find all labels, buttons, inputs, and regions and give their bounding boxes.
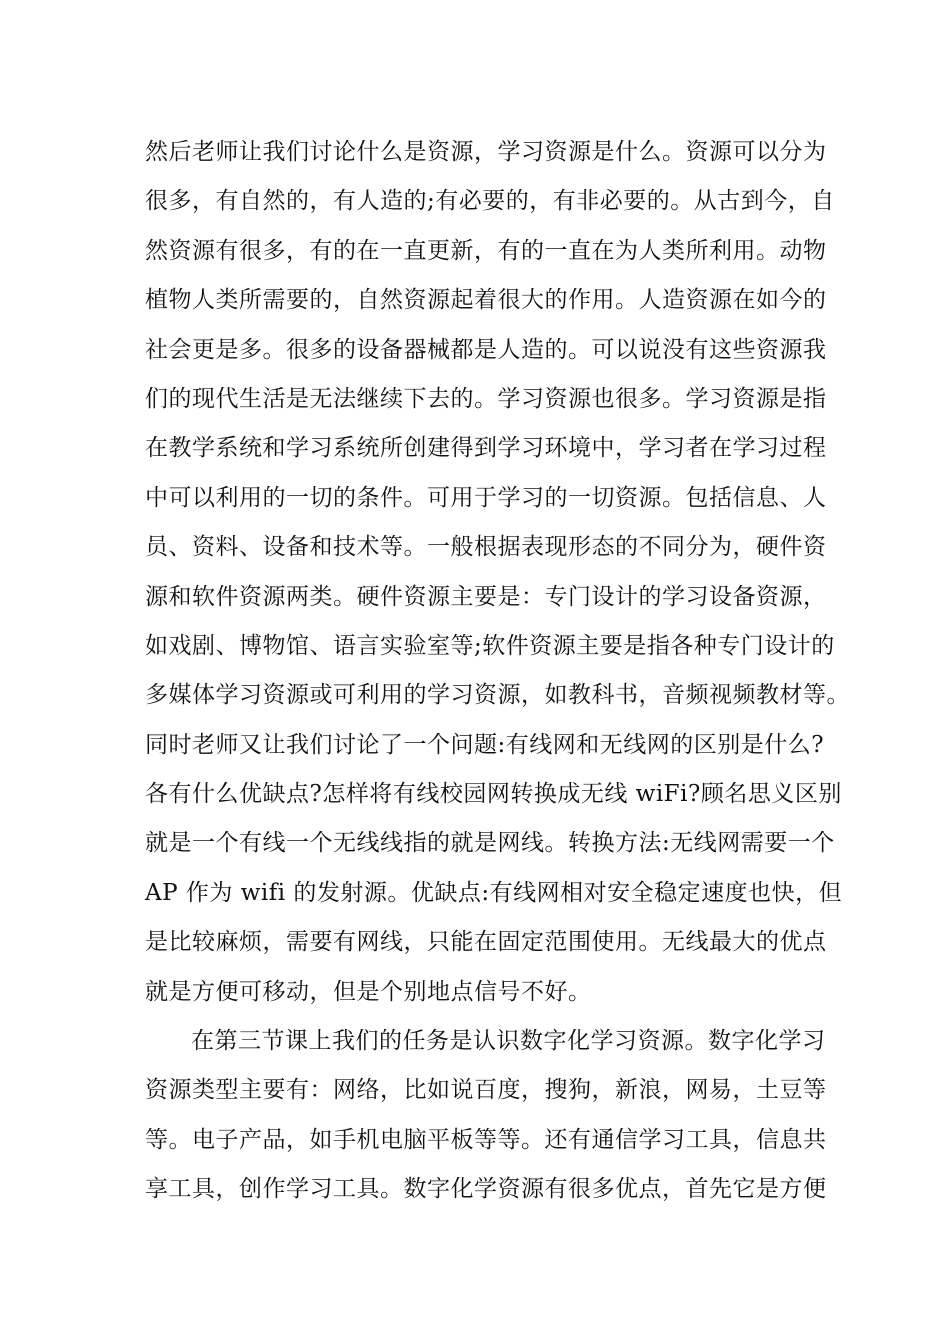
text-line: 资源类型主要有：网络，比如说百度，搜狗，新浪，网易，土豆等	[145, 1077, 827, 1104]
text-line: 植物人类所需要的，自然资源起着很大的作用。人造资源在如今的	[145, 287, 827, 314]
text-line: 在教学系统和学习系统所创建得到学习环境中，学习者在学习过程	[145, 435, 827, 462]
text-line: 是比较麻烦，需要有网线，只能在固定范围使用。无线最大的优点	[145, 929, 827, 956]
text-line: 员、资料、设备和技术等。一般根据表现形态的不同分为，硬件资	[145, 534, 827, 561]
text-line: 然资源有很多，有的在一直更新，有的一直在为人类所利用。动物	[145, 237, 827, 264]
text-line: 享工具，创作学习工具。数字化学资源有很多优点，首先它是方便	[145, 1176, 827, 1203]
text-line: 社会更是多。很多的设备器械都是人造的。可以说没有这些资源我	[145, 336, 827, 363]
text-line: 然后老师让我们讨论什么是资源，学习资源是什么。资源可以分为	[145, 139, 827, 165]
text-line: 同时老师又让我们讨论了一个问题:有线网和无线网的区别是什么?	[145, 731, 825, 758]
document-body	[145, 128, 850, 1215]
text-line: 等。电子产品，如手机电脑平板等等。还有通信学习工具，信息共	[145, 1126, 827, 1153]
text-line: 就是方便可移动，但是个别地点信号不好。	[145, 978, 592, 1005]
text-line: AP 作为 wifi 的发射源。优缺点:有线网相对安全稳定速度也快，但	[145, 879, 843, 906]
text-line: 很多，有自然的，有人造的;有必要的，有非必要的。从古到今，自	[145, 188, 835, 215]
text-line: 各有什么优缺点?怎样将有线校园网转换成无线 wiFi?顾名思义区别	[145, 781, 842, 808]
text-line: 如戏剧、博物馆、语言实验室等;软件资源主要是指各种专门设计的	[145, 632, 835, 659]
text-line: 就是一个有线一个无线线指的就是网线。转换方法:无线网需要一个	[145, 830, 835, 857]
text-line: 在第三节课上我们的任务是认识数字化学习资源。数字化学习	[191, 1028, 826, 1055]
text-line: 源和软件资源两类。硬件资源主要是：专门设计的学习设备资源，	[145, 583, 827, 610]
text-line: 多媒体学习资源或可利用的学习资源，如教科书，音频视频教材等。	[145, 682, 850, 709]
text-line: 们的现代生活是无法继续下去的。学习资源也很多。学习资源是指	[145, 385, 827, 412]
text-line: 中可以利用的一切的条件。可用于学习的一切资源。包括信息、人	[145, 484, 827, 511]
